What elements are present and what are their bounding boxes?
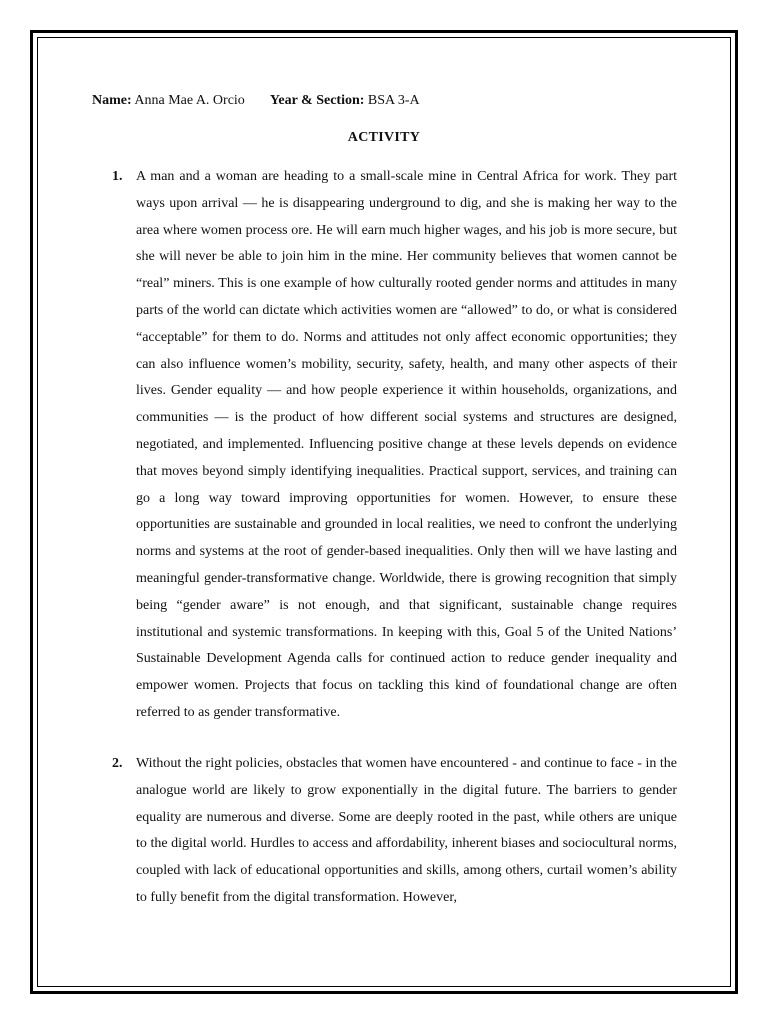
- item-paragraph: Without the right policies, obstacles that women have encountered - and continue to face - in the analogue world are likely to grow exponentially in the digital future. The barriers to gender equality are numerous and diverse. Some are deeply rooted in the past, while others are unique to the digital world. Hurdles to access and affordability, inherent biases and sociocultural norms, coupled with lack of educational opportunities and skills, among others, curtail women’s ability to fully benefit from the digital transformation. However,: [136, 756, 677, 905]
- item-paragraph: A man and a woman are heading to a small-scale mine in Central Africa for work. They part ways upon arrival — he is disappearing underground to dig, and she is making her way to the area where women process ore. He will earn much higher wages, and his job is more secure, but she will never be able to join him in the mine. Her community believes that women cannot be “real” miners. This is one example of how culturally rooted gender norms and attitudes in many parts of the world can dictate which activities women are “allowed” to do, or what is considered “acceptable” for them to do. Norms and attitudes not only affect economic opportunities; they can also influence women’s mobility, security, safety, health, and many other aspects of their lives. Gender equality — and how people experience it within households, organizations, and communities — is the product of how different social systems and structures are designed, negotiated, and implemented. Influencing positive change at these levels depends on evidence that moves beyond simply identifying inequalities. Practical support, services, and training can go a long way toward improving opportunities for women. However, to ensure these opportunities are sustainable and grounded in local realities, we need to confront the underlying norms and systems at the root of gender-based inequalities. Only then will we have lasting and meaningful gender-transformative change. Worldwide, there is growing recognition that simply being “gender aware” is not enough, and that significant, sustainable change requires institutional and systemic transformations. In keeping with this, Goal 5 of the United Nations’ Sustainable Development Agenda calls for continued action to reduce gender inequality and empower women. Projects that focus on tackling this kind of foundational change are often referred to as gender transformative.: [136, 169, 677, 720]
- item-number: 2.: [112, 756, 123, 771]
- name-value: Anna Mae A. Orcio: [134, 93, 245, 108]
- page-title: ACTIVITY: [347, 130, 421, 145]
- student-header: [92, 93, 420, 109]
- item-number: 1.: [112, 169, 123, 184]
- name-label: Name:: [92, 93, 132, 108]
- section-label: Year & Section:: [269, 93, 365, 108]
- section-value: BSA 3-A: [367, 93, 420, 108]
